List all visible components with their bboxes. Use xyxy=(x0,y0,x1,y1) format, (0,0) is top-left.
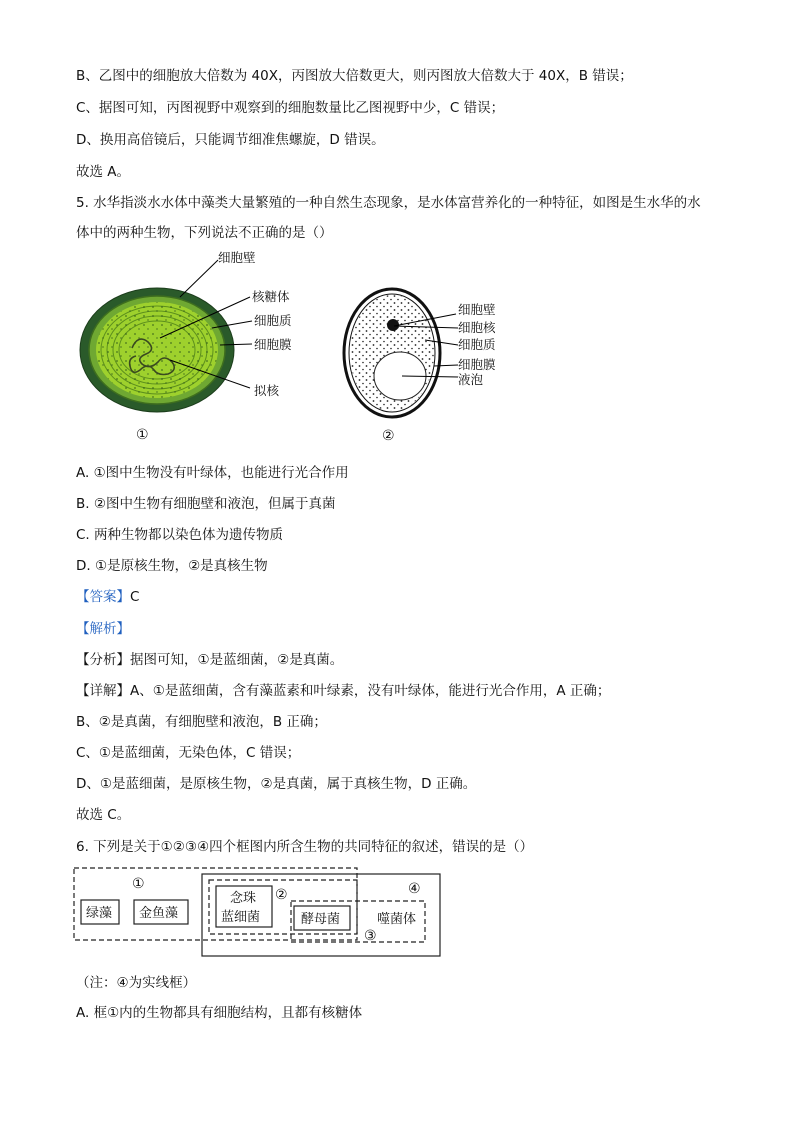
frame-1-number: ① xyxy=(132,876,145,892)
fig1-label-ribosome: 核糖体 xyxy=(252,289,290,304)
answer-value: C xyxy=(130,589,140,605)
q6-note: （注：④为实线框） xyxy=(76,975,197,991)
box-lvzao: 绿藻 xyxy=(86,906,113,921)
box-jiaomujun: 酵母菌 xyxy=(301,912,341,927)
q5-xiangjie xyxy=(76,682,610,700)
box-lanxijun: 蓝细菌 xyxy=(221,910,261,925)
fig2-number: ② xyxy=(382,428,395,444)
q5-option-b: B. ②图中生物有细胞壁和液泡，但属于真菌 xyxy=(76,496,336,512)
fig2-label-vacuole: 液泡 xyxy=(458,372,484,387)
q5-option-d: D. ①是原核生物，②是真核生物 xyxy=(76,558,268,574)
fenxi-tag: 【分析】 xyxy=(76,652,130,668)
q6-stem: 6. 下列是关于①②③④四个框图内所含生物的共同特征的叙述，错误的是（） xyxy=(76,839,534,855)
q5-choose: 故选 C。 xyxy=(76,807,131,823)
q5-line-b: B、②是真菌，有细胞壁和液泡，B 正确； xyxy=(76,714,327,730)
fig2-label-cell-wall: 细胞壁 xyxy=(458,302,496,317)
xiangjie-text: A、①是蓝细菌，含有藻蓝素和叶绿素，没有叶绿体，能进行光合作用，A 正确； xyxy=(130,683,611,699)
q5-option-c: C. 两种生物都以染色体为遗传物质 xyxy=(76,527,284,543)
fig1-label-nucleoid: 拟核 xyxy=(254,383,280,398)
xiangjie-tag: 【详解】 xyxy=(76,683,130,699)
q5-line-d: D、①是蓝细菌，是原核生物，②是真菌，属于真核生物，D 正确。 xyxy=(76,776,477,792)
fig2-label-cytoplasm: 细胞质 xyxy=(458,337,496,352)
fig1-number: ① xyxy=(136,427,149,443)
q5-answer xyxy=(76,588,139,606)
prev-option-b: B、乙图中的细胞放大倍数为 40X，丙图放大倍数更大，则丙图放大倍数大于 40X，B 错误； xyxy=(76,68,633,84)
frame-4-number: ④ xyxy=(408,881,421,897)
q5-figure-yeast xyxy=(330,280,530,450)
fig1-label-cell-wall: 细胞壁 xyxy=(218,250,256,265)
answer-tag: 【答案】 xyxy=(76,589,130,605)
fig2-label-nucleus: 细胞核 xyxy=(458,320,496,335)
fig1-label-cytoplasm: 细胞质 xyxy=(254,313,292,328)
q5-option-a: A. ①图中生物没有叶绿体，也能进行光合作用 xyxy=(76,465,349,481)
q5-stem-line1: 5. 水华指淡水水体中藻类大量繁殖的一种自然生态现象，是水体富营养化的一种特征，如图是生水华的水 xyxy=(76,195,701,211)
box-nianzhu: 念珠 xyxy=(230,891,257,906)
box-shijunti: 噬菌体 xyxy=(377,912,417,927)
prev-option-d: D、换用高倍镜后，只能调节细准焦螺旋，D 错误。 xyxy=(76,132,385,148)
fig1-label-cell-membrane: 细胞膜 xyxy=(254,337,292,352)
prev-option-c: C、据图可知，丙图视野中观察到的细胞数量比乙图视野中少，C 错误； xyxy=(76,100,505,116)
box-jinyuzao: 金鱼藻 xyxy=(139,906,179,921)
q5-fenxi xyxy=(76,651,343,669)
q5-figure-cyanobacterium xyxy=(70,250,320,450)
q5-stem-line2: 体中的两种生物，下列说法不正确的是（） xyxy=(76,225,333,241)
frame-3-number: ③ xyxy=(364,928,377,944)
q5-line-c: C、①是蓝细菌，无染色体，C 错误； xyxy=(76,745,301,761)
q6-option-a: A. 框①内的生物都具有细胞结构，且都有核糖体 xyxy=(76,1005,363,1021)
q6-box-diagram xyxy=(72,866,444,958)
fenxi-text: 据图可知，①是蓝细菌，②是真菌。 xyxy=(130,652,344,668)
frame-2-number: ② xyxy=(275,887,288,903)
prev-choose: 故选 A。 xyxy=(76,164,131,180)
q5-analysis-tag: 【解析】 xyxy=(76,621,130,637)
fig2-label-cell-membrane: 细胞膜 xyxy=(458,357,496,372)
